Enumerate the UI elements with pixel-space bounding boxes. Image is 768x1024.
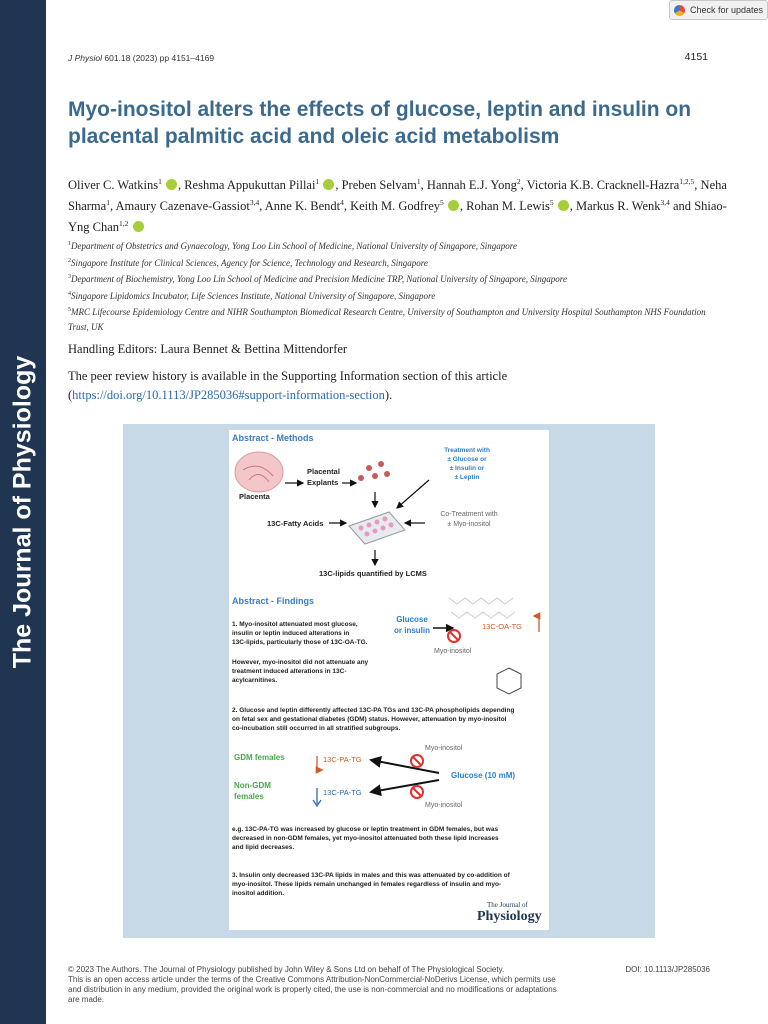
author-affiliation-marker: 5	[440, 198, 444, 208]
placenta-icon	[235, 452, 283, 492]
footer-doi: DOI: 10.1113/JP285036	[625, 965, 710, 974]
author-affiliation-marker: 3,4	[249, 198, 260, 208]
author-affiliation-marker: 2	[516, 177, 521, 186]
logo-small-text: The Journal of	[487, 901, 528, 909]
author-affiliation-marker: 4	[340, 198, 344, 208]
example-line: decreased in non-GDM females, yet myo-inositol attenuated both these lipid increases	[232, 835, 499, 842]
finding-1b-line: treatment induced alterations in 13C-	[232, 668, 347, 675]
finding-1b-line: acylcarnitines.	[232, 677, 278, 684]
finding-1-line: insulin or leptin induced alterations in	[232, 630, 350, 637]
prohibit-icon	[448, 630, 460, 642]
author-name: Anne K. Bendt	[264, 199, 341, 214]
well-plate-icon	[349, 512, 405, 544]
cotreatment-line: ± Myo-inositol	[447, 521, 491, 528]
orcid-icon[interactable]	[448, 200, 459, 211]
author-name: Neha Sharma	[68, 178, 727, 214]
finding-1b-line: However, myo-inositol did not attenuate any	[232, 659, 369, 666]
affiliation-item	[68, 237, 728, 254]
gdm-females-label: GDM females	[234, 753, 285, 762]
author-affiliation-marker: 1,2,5	[679, 177, 695, 186]
findings-heading: Abstract - Findings	[232, 596, 315, 606]
glucose-10mm-label: Glucose (10 mM)	[451, 771, 516, 780]
finding-1-line: 1. Myo-inositol attenuated most glucose,	[232, 621, 358, 628]
author-name: Rohan M. Lewis	[466, 199, 550, 214]
non-gdm-line: Non-GDM	[234, 781, 271, 790]
peer-review-text: The peer review history is available in the Supporting Information section of this article	[68, 369, 508, 383]
logo-big-text: Physiology	[477, 909, 542, 924]
check-for-updates-button[interactable]	[669, 0, 768, 20]
author-name: Keith M. Godfrey	[350, 199, 441, 214]
example-text	[232, 825, 499, 852]
orcid-icon[interactable]	[558, 200, 569, 211]
graphical-abstract	[229, 430, 549, 930]
peer-review-link[interactable]: https://doi.org/10.1113/JP285036#support-information-section	[72, 388, 385, 402]
quantified-label: 13C-lipids quantified by LCMS	[319, 569, 427, 578]
myo-inositol-upper-label: Myo-inositol	[425, 745, 463, 752]
treatment-line: ± Leptin	[454, 474, 480, 481]
myo-inositol-label: Myo-inositol	[434, 648, 472, 655]
peer-review-note: The peer review history is available in the Supporting Information section of this article (https://doi.org/10.1113/JP285036#support-information-section).	[68, 369, 508, 402]
pa-tg-up-label: 13C-PA-TG	[323, 755, 362, 764]
finding-3-line: myo-inositol. These lipids remain unchanged in females regardless of insulin and myo-	[232, 881, 502, 888]
finding-3	[232, 871, 510, 898]
example-line: e.g. 13C-PA-TG was increased by glucose or leptin treatment in GDM females, but was	[232, 826, 499, 833]
myo-inositol-lower-label: Myo-inositol	[425, 802, 463, 809]
author-name: Reshma Appukuttan Pillai	[184, 178, 316, 193]
methods-heading: Abstract - Methods	[232, 433, 314, 443]
myo-inositol-structure-icon	[497, 668, 521, 694]
orcid-icon[interactable]	[323, 179, 334, 190]
glucose-line: Glucose	[396, 615, 428, 624]
journal-sidebar	[0, 0, 46, 1024]
author-affiliation-marker: 1	[315, 177, 320, 186]
author-name: Preben Selvam	[341, 178, 417, 193]
author-name: Victoria K.B. Cracknell-Hazra	[526, 178, 680, 193]
license-text: This is an open access article under the terms of the Creative Commons Attribution-NonCommercial-NoDerivs License, which permits use and distribution in any medium, provided the original work is properly cited, the use is non-commercial and no modifications or adaptations are made.	[68, 975, 557, 1004]
affiliation-text: Singapore Lipidomics Incubator, Life Sciences Institute, National University of Singapore, Singapore	[71, 290, 436, 301]
affiliation-text: Department of Obstetrics and Gynaecology, Yong Loo Lin School of Medicine, National University of Singapore, Singapore	[71, 241, 517, 251]
finding-2	[232, 706, 514, 733]
pa-tg-down-label: 13C-PA-TG	[323, 788, 362, 797]
example-line: and lipid decreases.	[232, 844, 295, 851]
author-list: Oliver C. Watkins$^1$ , Reshma Appukuttan Pillai$^1$ , Preben Selvam$^1$, Hannah E.J. Yong$^2$, Victoria K.B. Cracknell-Hazra$^{1,2,5}$, Neha Sharma$^1$, Amaury Cazenave-Gassiot$^{3,4}$, Anne K. Bendt$^4$, Keith M. Godfrey$^5$ , Rohan M. Lewis$^5$ , Markus R. Wenk$^{3,4}$ and Shiao-Yng Chan$^{1,2}$	[68, 177, 727, 235]
treatment-label	[427, 446, 507, 482]
non-gdm-females-label	[234, 780, 271, 802]
treatment-line: Treatment with	[444, 447, 490, 454]
affiliation-number: 2	[68, 257, 71, 264]
treatment-line: ± Glucose or	[447, 456, 487, 463]
explant-dots	[358, 461, 390, 481]
author-name: Shiao-Yng Chan	[68, 199, 727, 235]
author-affiliation-marker: 1	[158, 177, 162, 186]
finding-1	[232, 620, 367, 647]
finding-2-line: co-incubation still occurred in all stratified subgroups.	[232, 725, 401, 732]
affiliation-text: Department of Biochemistry, Yong Loo Lin School of Medicine and Precision Medicine TRP, National University of Singapore, Singapore	[71, 274, 567, 284]
affiliation-item	[68, 287, 728, 304]
author-affiliation-marker: 1	[106, 198, 110, 208]
check-for-updates-label: Check for updates	[690, 5, 764, 15]
author-affiliation-marker: 1	[416, 177, 421, 186]
affiliation-number: 4	[68, 290, 71, 297]
finding-2-line: 2. Glucose and leptin differently affected 13C-PA TGs and 13C-PA phospholipids depending	[232, 707, 515, 714]
journal-abbrev: J Physiol	[68, 53, 103, 63]
journal-citation	[68, 53, 214, 63]
placental-explants-label: Placental Explants	[307, 467, 340, 487]
fatty-acids-label: 13C-Fatty Acids	[267, 519, 324, 528]
author-name: Hannah E.J. Yong	[426, 178, 517, 193]
affiliation-number: 1	[68, 241, 71, 247]
crossmark-icon	[674, 5, 685, 16]
lipid-structure-icon	[449, 598, 515, 618]
orcid-icon[interactable]	[133, 221, 144, 232]
finding-1b	[232, 658, 368, 685]
page-number: 4151	[684, 51, 708, 63]
affiliation-text: Singapore Institute for Clinical Sciences, Agency for Science, Technology and Research, Singapore	[71, 257, 428, 268]
affiliation-number: 5	[68, 307, 71, 313]
footer-license	[68, 965, 712, 1005]
finding-2-line: on fetal sex and gestational diabetes (GDM) status. However, attenuation by myo-inositol	[232, 716, 507, 723]
finding-3-line: inositol addition.	[232, 890, 284, 897]
prohibit-icon-upper	[411, 755, 423, 767]
copyright-line: © 2023 The Authors. The Journal of Physiology published by John Wiley & Sons Ltd on behalf of The Physiological Society.	[68, 965, 505, 974]
author-name: Oliver C. Watkins	[68, 178, 159, 193]
affiliation-item	[68, 270, 728, 287]
prohibit-icon-lower	[411, 786, 423, 798]
orcid-icon[interactable]	[166, 179, 177, 190]
finding-1-line: 13C-lipids, particularly those of 13C-OA-TG.	[232, 639, 368, 646]
glucose-line: or insulin	[394, 626, 430, 635]
author-name: Amaury Cazenave-Gassiot	[115, 199, 250, 214]
author-name: Markus R. Wenk	[575, 199, 661, 214]
glucose-or-insulin-label	[394, 614, 430, 636]
author-affiliation-marker: 5	[549, 198, 554, 208]
sidebar-journal-name: The Journal of Physiology	[8, 355, 37, 669]
citation-text: 601.18 (2023) pp 4151–4169	[104, 53, 215, 63]
affiliation-item	[68, 254, 728, 271]
author-affiliation-marker: 3,4	[660, 198, 670, 208]
affiliation-number: 3	[68, 274, 71, 280]
non-gdm-line: females	[234, 792, 264, 801]
cotreatment-label	[429, 510, 509, 530]
cotreatment-line: Co-Treatment with	[440, 511, 498, 518]
affiliation-item	[68, 303, 728, 334]
placenta-label: Placenta	[239, 492, 270, 501]
oa-tg-label: 13C-OA-TG	[482, 622, 523, 631]
article-title: Myo-inositol alters the effects of glucose, leptin and insulin on placental palmitic acid and oleic acid metabolism	[68, 98, 692, 148]
affiliation-list	[68, 237, 728, 334]
affiliation-text: MRC Lifecourse Epidemiology Centre and NIHR Southampton Biomedical Research Centre, University of Southampton and University Hospital Southampton NHS Foundation Trust, UK	[68, 307, 706, 332]
handling-editors: Handling Editors: Laura Bennet & Bettina Mittendorfer	[68, 342, 348, 356]
author-affiliation-marker: 1,2	[119, 219, 129, 229]
finding-3-line: 3. Insulin only decreased 13C-PA lipids in males and this was attenuated by co-addition of	[232, 872, 510, 879]
treatment-line: ± Insulin or	[449, 465, 485, 472]
